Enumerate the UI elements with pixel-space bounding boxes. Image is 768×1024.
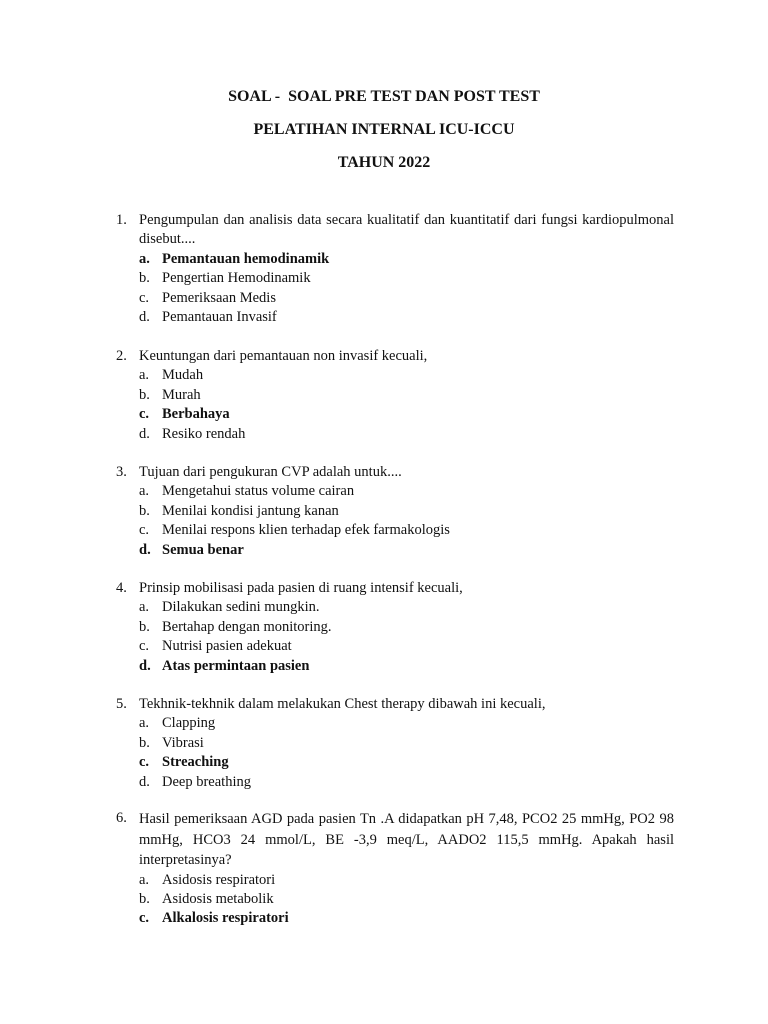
option-text: Dilakukan sedini mungkin. <box>162 599 320 616</box>
answer-option <box>116 871 674 890</box>
option-text: Vibrasi <box>162 734 204 751</box>
answer-option-correct <box>116 405 674 424</box>
question-text: Prinsip mobilisasi pada pasien di ruang intensif kecuali, <box>139 580 463 596</box>
answer-option <box>116 734 674 753</box>
answer-option <box>116 386 674 405</box>
question-stem <box>116 347 674 366</box>
option-text: Asidosis respiratori <box>162 871 276 888</box>
option-text: Menilai respons klien terhadap efek farmakologis <box>162 522 450 539</box>
answer-option <box>116 366 674 385</box>
answer-option <box>116 773 674 792</box>
question-stem <box>116 579 674 598</box>
option-letter: b. <box>139 502 150 519</box>
answer-options <box>116 714 674 792</box>
option-letter: a. <box>139 483 150 500</box>
option-letter: d. <box>139 541 151 558</box>
option-letter: b. <box>139 734 150 751</box>
option-letter: c. <box>139 638 150 655</box>
answer-option <box>116 618 674 637</box>
option-letter: d. <box>139 773 150 790</box>
option-letter: c. <box>139 754 150 771</box>
option-text: Mudah <box>162 367 204 384</box>
answer-option <box>116 502 674 521</box>
answer-option-correct <box>116 909 674 928</box>
option-letter: a. <box>139 871 150 888</box>
answer-options <box>116 366 674 444</box>
question-3 <box>116 463 674 560</box>
document-title: SOAL - SOAL PRE TEST DAN POST TEST <box>228 88 540 105</box>
option-letter: a. <box>139 599 150 616</box>
question-text: Tekhnik-tekhnik dalam melakukan Chest therapy dibawah ini kecuali, <box>139 696 546 712</box>
answer-option <box>116 308 674 327</box>
question-stem <box>116 695 674 714</box>
question-stem <box>116 463 674 482</box>
question-number: 4. <box>116 580 127 596</box>
option-letter: b. <box>139 270 150 287</box>
document-subtitle: PELATIHAN INTERNAL ICU-ICCU <box>253 121 515 138</box>
answer-option-correct <box>116 753 674 772</box>
question-5 <box>116 695 674 792</box>
answer-option <box>116 714 674 733</box>
option-letter: a. <box>139 250 150 267</box>
question-2 <box>116 347 674 444</box>
option-text: Pemantauan Invasif <box>162 309 277 326</box>
question-text: Hasil pemeriksaan AGD pada pasien Tn .A didapatkan pH 7,48, PCO2 25 mmHg, PO2 98 mmHg, HCO3 24 mmol/L, BE -3,9 meq/L, AADO2 115,5 mmHg. Apakah hasil interpretasinya? <box>139 811 674 868</box>
option-letter: b. <box>139 386 150 403</box>
question-number: 2. <box>116 348 127 364</box>
question-number: 3. <box>116 464 127 480</box>
question-stem <box>116 809 674 871</box>
option-text: Nutrisi pasien adekuat <box>162 638 292 655</box>
question-text: Tujuan dari pengukuran CVP adalah untuk.... <box>139 464 402 480</box>
answer-option <box>116 521 674 540</box>
option-letter: a. <box>139 715 150 732</box>
option-text: Murah <box>162 386 201 403</box>
option-text: Berbahaya <box>162 406 230 423</box>
option-letter: a. <box>139 367 150 384</box>
answer-options <box>116 482 674 560</box>
answer-option <box>116 890 674 909</box>
option-text: Pemeriksaan Medis <box>162 289 276 306</box>
option-text: Streaching <box>162 754 229 771</box>
option-letter: d. <box>139 425 150 442</box>
option-text: Menilai kondisi jantung kanan <box>162 502 339 519</box>
option-letter: c. <box>139 910 150 927</box>
answer-option <box>116 269 674 288</box>
question-1 <box>116 211 674 327</box>
option-text: Asidosis metabolik <box>162 890 274 907</box>
answer-option-correct <box>116 657 674 676</box>
option-letter: d. <box>139 309 150 326</box>
option-letter: c. <box>139 289 150 306</box>
answer-options <box>116 250 674 328</box>
answer-options <box>116 598 674 676</box>
answer-option-correct <box>116 541 674 560</box>
option-text: Pemantauan hemodinamik <box>162 250 330 267</box>
option-letter: d. <box>139 657 151 674</box>
question-number: 1. <box>116 212 127 228</box>
answer-option <box>116 598 674 617</box>
question-text: Pengumpulan dan analisis data secara kualitatif dan kuantitatif dari fungsi kardiopulmonal disebut.... <box>139 212 674 248</box>
option-text: Alkalosis respiratori <box>162 910 289 927</box>
question-number: 6. <box>116 810 127 826</box>
option-text: Mengetahui status volume cairan <box>162 483 355 500</box>
question-number: 5. <box>116 696 127 712</box>
option-letter: c. <box>139 522 150 539</box>
option-text: Clapping <box>162 715 216 732</box>
option-text: Resiko rendah <box>162 425 246 442</box>
question-4 <box>116 579 674 676</box>
option-text: Bertahap dengan monitoring. <box>162 618 332 635</box>
question-text: Keuntungan dari pemantauan non invasif kecuali, <box>139 348 428 364</box>
answer-options <box>116 871 674 929</box>
question-stem <box>116 211 674 250</box>
answer-option <box>116 425 674 444</box>
question-6 <box>116 809 674 929</box>
option-letter: b. <box>139 890 150 907</box>
answer-option <box>116 637 674 656</box>
answer-option <box>116 482 674 501</box>
option-letter: c. <box>139 406 150 423</box>
option-text: Semua benar <box>162 541 244 558</box>
option-text: Pengertian Hemodinamik <box>162 270 311 287</box>
option-letter: b. <box>139 618 150 635</box>
answer-option-correct <box>116 250 674 269</box>
option-text: Deep breathing <box>162 773 251 790</box>
option-text: Atas permintaan pasien <box>162 657 310 674</box>
document-year: TAHUN 2022 <box>337 154 431 171</box>
answer-option <box>116 289 674 308</box>
